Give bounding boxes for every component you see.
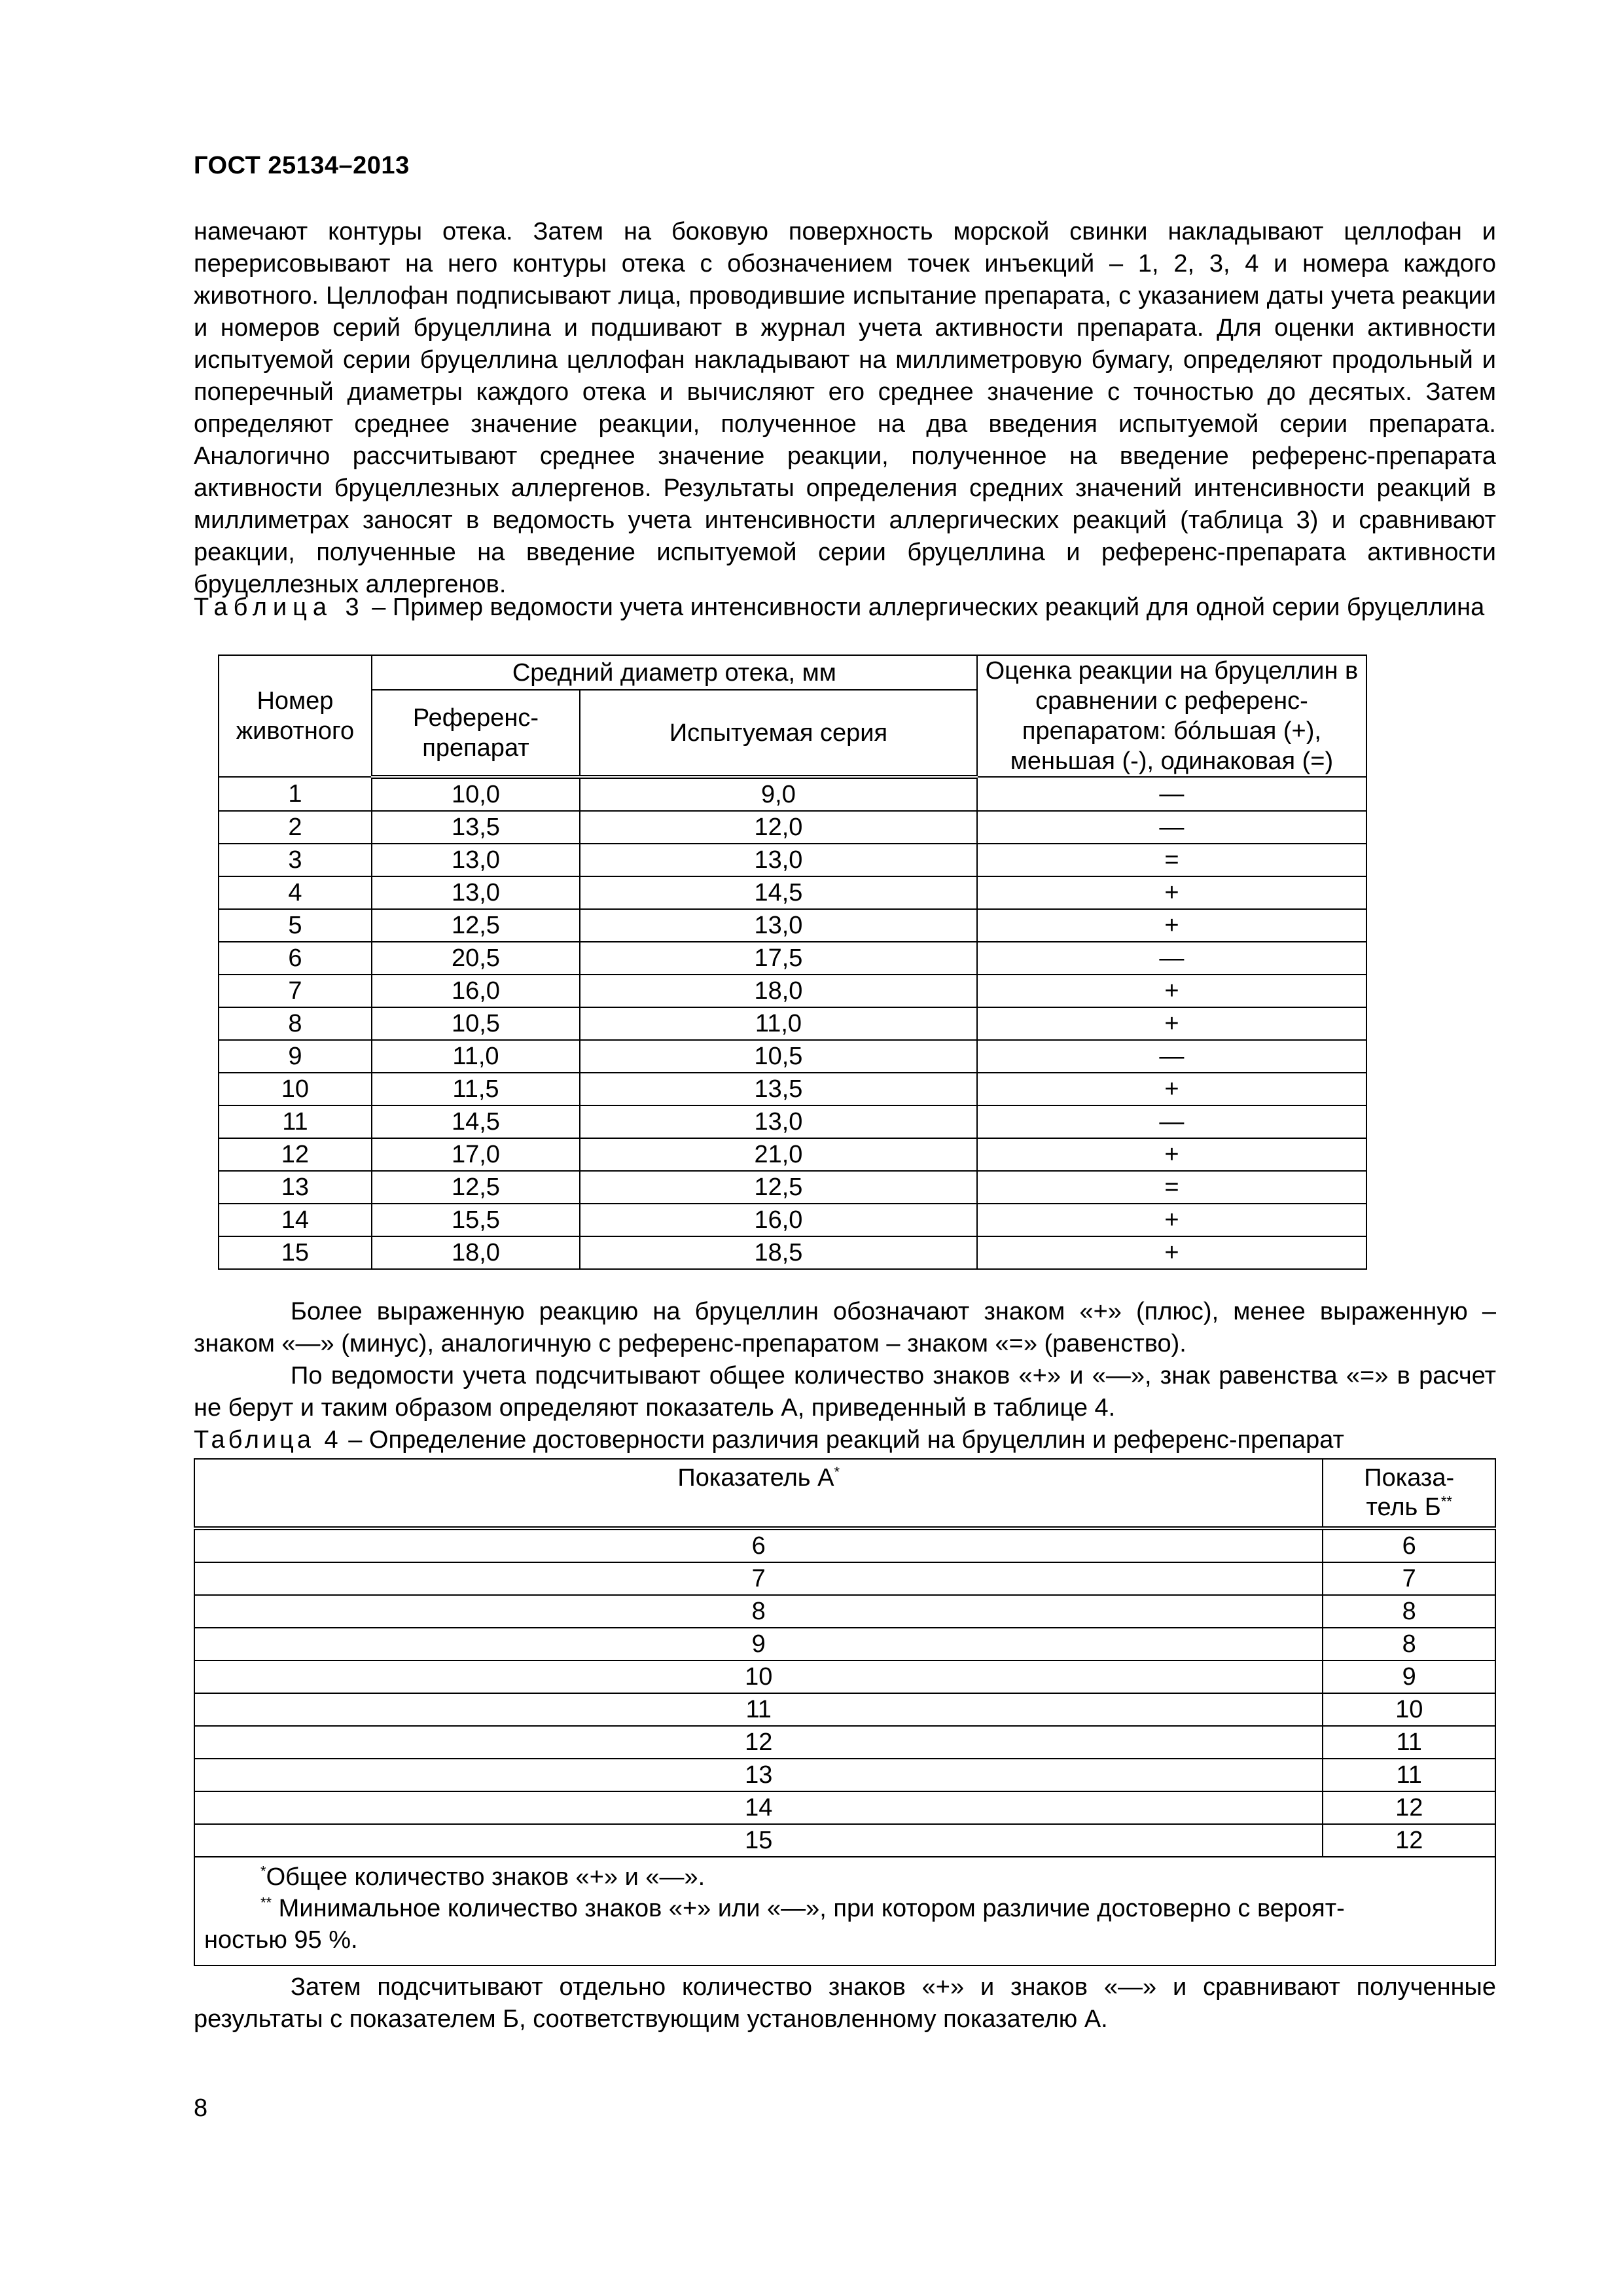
cell-a: 12: [194, 1726, 1323, 1759]
table4-caption: [194, 1424, 1496, 1456]
cell-assessment: +: [977, 909, 1366, 942]
table-4: [194, 1458, 1496, 1966]
footnote-mark: *: [260, 1863, 266, 1880]
cell-animal: 6: [219, 942, 372, 975]
cell-animal: 11: [219, 1105, 372, 1138]
table4-body: [194, 1528, 1495, 1965]
table3-head-reference: Референс-препарат: [372, 690, 580, 777]
paragraph-counting: По ведомости учета подсчитывают общее количество знаков «+» и «—», знак равенства «=» в расчет не берут и таким образом определяют показатель А, приведенный в таблице 4.: [194, 1362, 1496, 1422]
cell-assessment: —: [977, 811, 1366, 844]
cell-assessment: =: [977, 844, 1366, 876]
cell-a: 8: [194, 1595, 1323, 1628]
cell-animal: 12: [219, 1138, 372, 1171]
cell-animal: 15: [219, 1236, 372, 1269]
cell-tested: 14,5: [580, 876, 977, 909]
cell-reference: 12,5: [372, 909, 580, 942]
table4-caption-text: – Определение достоверности различия реакций на бруцеллин и референс-препарат: [341, 1426, 1344, 1454]
table4-caption-label: Таблица 4: [194, 1426, 342, 1454]
cell-reference: 13,0: [372, 876, 580, 909]
cell-tested: 13,0: [580, 909, 977, 942]
table-row: [194, 1660, 1495, 1693]
paragraph-intro: намечают контуры отека. Затем на боковую поверхность морской свинки накладывают целлофан и перерисовывают на него контуры отека с обозначением точек инъекций – 1, 2, 3, 4 и номера каждого животного. Целлофан подписывают лица, проводившие испытание препарата, с указанием даты учета реакции и номеров серий бруцеллина и подшивают в журнал учета активности препарата. Для оценки активности испытуемой серии бруцеллина целлофан накладывают на миллиметровую бумагу, определяют продольный и поперечный диаметры каждого отека и вычисляют его среднее значение с точностью до десятых. Затем определяют среднее значение реакции, полученное на два введения испытуемой серии препарата. Аналогично рассчитывают среднее значение реакции, полученное на введение референс-препарата активности бруцеллезных аллергенов. Результаты определения средних значений интенсивности реакций в миллиметрах заносят в ведомость учета интенсивности аллергических реакций (таблица 3) и сравнивают реакции, полученные на введение испытуемой серии бруцеллина и референс-препарата активности бруцеллезных аллергенов.: [194, 218, 1496, 598]
cell-tested: 10,5: [580, 1040, 977, 1073]
cell-animal: 9: [219, 1040, 372, 1073]
cell-assessment: +: [977, 876, 1366, 909]
cell-animal: 5: [219, 909, 372, 942]
cell-tested: 21,0: [580, 1138, 977, 1171]
table-row: [219, 975, 1366, 1007]
cell-animal: 8: [219, 1007, 372, 1040]
cell-reference: 18,0: [372, 1236, 580, 1269]
cell-reference: 10,0: [372, 777, 580, 811]
footnote-2-text: Минимальное количество знаков «+» или «—», при котором различие достоверно с вероят-: [272, 1895, 1345, 1922]
cell-a: 13: [194, 1759, 1323, 1791]
table4-head-a: [194, 1459, 1323, 1528]
cell-assessment: +: [977, 1073, 1366, 1105]
cell-tested: 16,0: [580, 1204, 977, 1236]
paragraph-comparison: Затем подсчитывают отдельно количество знаков «+» и знаков «—» и сравнивают полученные результаты с показателем Б, соответствующим установленному показателю А.: [194, 1973, 1496, 2033]
page-number: 8: [194, 2094, 208, 2122]
table-row: [219, 1204, 1366, 1236]
cell-tested: 18,5: [580, 1236, 977, 1269]
table3-caption-label: Таблица 3: [194, 594, 365, 621]
cell-reference: 15,5: [372, 1204, 580, 1236]
footnote-1-text: Общее количество знаков «+» и «—».: [266, 1863, 705, 1891]
cell-assessment: —: [977, 942, 1366, 975]
cell-assessment: +: [977, 1138, 1366, 1171]
table-row: [219, 909, 1366, 942]
table-row: [194, 1693, 1495, 1726]
document-code: ГОСТ 25134–2013: [194, 152, 410, 179]
cell-assessment: +: [977, 1236, 1366, 1269]
cell-assessment: +: [977, 1007, 1366, 1040]
footnote-1: [260, 1861, 1486, 1893]
cell-reference: 12,5: [372, 1171, 580, 1204]
table-row: [194, 1562, 1495, 1595]
cell-b: 9: [1323, 1660, 1495, 1693]
cell-tested: 13,0: [580, 844, 977, 876]
table-row: [219, 811, 1366, 844]
cell-reference: 10,5: [372, 1007, 580, 1040]
cell-assessment: +: [977, 1204, 1366, 1236]
table-row: [194, 1759, 1495, 1791]
footnote-mark: *: [834, 1463, 840, 1480]
cell-assessment: +: [977, 975, 1366, 1007]
table3-head-assessment: Оценка реакции на бруцеллин в сравнении с референс-препаратом: бóльшая (+), меньшая (-), одинаковая (=): [977, 655, 1366, 777]
table4-footnotes: [194, 1857, 1495, 1965]
cell-reference: 11,0: [372, 1040, 580, 1073]
cell-reference: 20,5: [372, 942, 580, 975]
cell-a: 11: [194, 1693, 1323, 1726]
table-row: [194, 1824, 1495, 1857]
cell-b: 6: [1323, 1528, 1495, 1562]
cell-animal: 7: [219, 975, 372, 1007]
cell-reference: 13,0: [372, 844, 580, 876]
cell-reference: 14,5: [372, 1105, 580, 1138]
cell-animal: 1: [219, 777, 372, 811]
cell-assessment: —: [977, 777, 1366, 811]
table-3: [218, 655, 1367, 1270]
table-row: [194, 1628, 1495, 1660]
table-row: [219, 1040, 1366, 1073]
table3-head-diameter: Средний диаметр отека, мм: [372, 655, 977, 690]
cell-b: 11: [1323, 1726, 1495, 1759]
cell-animal: 14: [219, 1204, 372, 1236]
table4-head-b-line1: Показа-: [1364, 1464, 1455, 1492]
table3-body: [219, 777, 1366, 1269]
paragraph-signs: Более выраженную реакцию на бруцеллин обозначают знаком «+» (плюс), менее выраженную – знаком «—» (минус), аналогичную с референс-препаратом – знаком «=» (равенство).: [194, 1298, 1496, 1357]
cell-a: 10: [194, 1660, 1323, 1693]
cell-reference: 11,5: [372, 1073, 580, 1105]
cell-a: 7: [194, 1562, 1323, 1595]
cell-tested: 17,5: [580, 942, 977, 975]
table-row: [219, 1073, 1366, 1105]
table4-head-a-text: Показатель А: [677, 1464, 834, 1492]
cell-reference: 16,0: [372, 975, 580, 1007]
cell-b: 11: [1323, 1759, 1495, 1791]
cell-animal: 4: [219, 876, 372, 909]
cell-assessment: =: [977, 1171, 1366, 1204]
cell-a: 15: [194, 1824, 1323, 1857]
cell-b: 12: [1323, 1791, 1495, 1824]
cell-b: 12: [1323, 1824, 1495, 1857]
cell-animal: 2: [219, 811, 372, 844]
table-row: [219, 1138, 1366, 1171]
cell-reference: 17,0: [372, 1138, 580, 1171]
cell-tested: 18,0: [580, 975, 977, 1007]
table-row: [219, 1007, 1366, 1040]
table-row: [219, 777, 1366, 811]
cell-animal: 10: [219, 1073, 372, 1105]
cell-tested: 13,0: [580, 1105, 977, 1138]
table3-caption-text: – Пример ведомости учета интенсивности аллергических реакций для одной серии бруцеллина: [365, 594, 1485, 621]
footnote-mark: **: [1440, 1493, 1452, 1510]
cell-b: 7: [1323, 1562, 1495, 1595]
cell-a: 14: [194, 1791, 1323, 1824]
cell-b: 8: [1323, 1628, 1495, 1660]
table3-head-animal: Номер животного: [219, 655, 372, 777]
table-row: [194, 1726, 1495, 1759]
footnote-2: [260, 1893, 1486, 1924]
cell-reference: 13,5: [372, 811, 580, 844]
table4-head-b: [1323, 1459, 1495, 1528]
cell-tested: 9,0: [580, 777, 977, 811]
cell-a: 6: [194, 1528, 1323, 1562]
footnote-2-continuation: ностью 95 %.: [204, 1926, 358, 1954]
table4-head-b-line2: тель Б: [1366, 1494, 1441, 1521]
cell-assessment: —: [977, 1105, 1366, 1138]
cell-animal: 13: [219, 1171, 372, 1204]
table-row: [219, 844, 1366, 876]
cell-a: 9: [194, 1628, 1323, 1660]
cell-tested: 12,5: [580, 1171, 977, 1204]
cell-animal: 3: [219, 844, 372, 876]
cell-b: 8: [1323, 1595, 1495, 1628]
table-row: [219, 876, 1366, 909]
cell-tested: 13,5: [580, 1073, 977, 1105]
cell-assessment: —: [977, 1040, 1366, 1073]
table-row: [219, 942, 1366, 975]
table-row: [219, 1236, 1366, 1269]
footnote-mark: **: [260, 1894, 272, 1911]
table3-head-tested: Испытуемая серия: [580, 690, 977, 777]
table-row: [194, 1595, 1495, 1628]
table-row: [194, 1528, 1495, 1562]
table4-footnotes-cell: [194, 1857, 1495, 1965]
table-row: [219, 1171, 1366, 1204]
table-row: [219, 1105, 1366, 1138]
cell-tested: 12,0: [580, 811, 977, 844]
table-row: [194, 1791, 1495, 1824]
table3-caption: [194, 592, 1496, 624]
cell-tested: 11,0: [580, 1007, 977, 1040]
cell-b: 10: [1323, 1693, 1495, 1726]
